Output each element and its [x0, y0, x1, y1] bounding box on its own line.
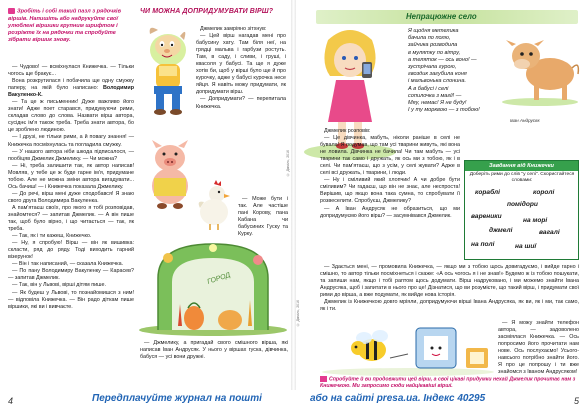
poem-line: А в бабусі і селі — [408, 85, 449, 92]
pig-character-icon — [142, 140, 198, 210]
left-page — [0, 0, 292, 390]
left-intro-text: Зробіть і собі такий пазл з рядочків віршів. Напишіть або надрукуйте свої улюблені віршики крупним шрифтом і розріжте їх на рядочки та спробуйте зібрати віршик знову. — [8, 8, 121, 44]
poem-line: Я щодня метелика — [408, 28, 459, 34]
page-number-right: 5 — [574, 396, 580, 406]
poem-line: Мяу, немає! Я не буду! — [408, 100, 467, 107]
paragraph: — Ні, треба залишити так, як автор написав! Мовляв, у тебе це ж буде гарне ім'я, придумане тобою. Але не можна зміни автора вигадувати... Ось бачиш! — і Книжечка показала Джмелику. — [8, 162, 134, 190]
right-column-1 — [320, 128, 460, 280]
bottom-note — [320, 376, 578, 390]
paragraph: — Здається мені, — промовила Книжечка, — якщо ми з тобою щось довигадуємо, і вийде гарно і смішно, то автор тільки посміхнеться і скаже: «А ось чогось я і не знав!» Будемо ж із тобою пошукати, та запиши нам, якщо і тобі раптом щось додумати. Вірш надруковано, і ми можемо знайти Івана Андрусяка, щоб і запитати в нього про це! Дізнатися, що ви розумієте, що такий вірш, і придумати свої рими до вірша, а вже подумати, як вийде нова історія. — [320, 264, 579, 299]
page-heading: Непрацюжне село — [406, 12, 477, 21]
paragraph: — Допридумати? — перепитала Книжечка. — [196, 96, 286, 110]
poem-signature: Іван Андрусяк — [510, 118, 540, 123]
spine-label-right: © Джміль, 2016 — [296, 300, 300, 327]
paragraph: — До речі, вірш мені дуже сподобався! Я знаю свого друга Володимира Вакуленка. — [8, 190, 134, 204]
poem-line: в мулятку по вітру, — [408, 49, 461, 56]
pen-icon-right — [320, 376, 327, 382]
pen-icon — [8, 8, 15, 14]
task-box — [464, 160, 579, 260]
poem — [408, 28, 500, 114]
rhyme-word-chip: на морі — [523, 217, 548, 224]
spine-label-left: © Джміль, 2016 — [286, 150, 290, 177]
paragraph: — Це дівчинка, мабуть, ніколи раніше в селі не бувала! Я подумав, що там усі тварини живуть, які вона не ловила. Дівчинка не бачила! Чи там мабуть — усі тварини так само і дружать, як ось ми з тобою, як і в селі. Чи пам'ятаєш, що з усім, у селі жувати? Адже в селі всі дружать, і тварини, і люди. — [320, 135, 460, 177]
paragraph: — По пану Володимиру Вакуленку — Карасев? — запитав Джмелик. — [8, 268, 134, 282]
paragraph: — Ну і сміливий який хлопчик! А чи добре бути сміливим? Чи гадаєш, що він не знає, але неспроста! Вирішив, що якщо вона така сумна, то спробувати її розвеселити. Спробуєш, Джмелику? — [320, 177, 460, 205]
chicken-illustration — [196, 180, 236, 230]
poem-line: гвоздик загубила коня — [408, 71, 467, 78]
author-name: Володимир Вакуленко-К. — [8, 85, 134, 99]
rhyme-word-chip: вареники — [471, 213, 502, 220]
paragraph: — А Іван Андрусяк не образиться, що ми допридумуємо його вірш? — засумнівався Джмелик. — [320, 205, 460, 219]
paragraph: — Я можу знайти телефон автора, — задоволено засміялася Книжечка. — Ось попросимо його прочитати нам нове. Ось послухаємо! Усього-навсього потрібно знайти його. Я про це попрошу і ти вже знайомся з Іваном Андрусяком! — [498, 320, 579, 376]
paragraph: Джмелик із Книжечкою довго мріяли, допридумуючи вірші Івана Андрусяка, як ви, як і ми, так само, як і ти. — [320, 299, 579, 313]
left-intro — [8, 8, 136, 45]
bottom-note-text: Спробуйте й ви продовжити цей вірш, а свої цікаві придумки нехай Джмелик прочитає нам з Книжечкою. Ми запросимо сюди найцікавіші вірші. — [320, 376, 576, 389]
footer-subscribe-left: Передплачуйте журнал на пошті — [92, 393, 262, 404]
poem-line: бачила по полю, — [408, 35, 451, 42]
bee-and-book-illustration — [320, 318, 496, 376]
poem-line: зустрічала гурою, — [408, 64, 457, 71]
paragraph: — Та це ж письменник! Дуже важливо його знати! Адже поет старався, придумуючи рими, складав слово до слова. Назвати вірш автора, сусіднє ім'я також треба. Треба знати автора, бо це зроблено людиною. — [8, 99, 134, 134]
paragraph: — Ну, я спробую! Вірш — він як вишивка: скласти, ряд до ряду. Тоді виходить гарний візерунок! — [8, 240, 134, 261]
poem-line: зайчика розводила — [408, 42, 458, 49]
paragraph: — Може бути і так. Але частіше пані Корову, пана Кабана чи бабусиних Гуску та Курку. — [238, 196, 288, 238]
rhyme-word-chip: кораблі — [475, 189, 500, 196]
pig-illustration — [140, 24, 196, 139]
footer-subscribe-right: або на сайті presa.ua. Індекс 40295 — [310, 393, 486, 404]
footer-band — [0, 392, 587, 416]
svg-text:ГОРОД: ГОРОД — [206, 271, 232, 286]
rhyme-word-chip: помідори — [507, 201, 538, 208]
calf-illustration — [500, 24, 582, 106]
rhyme-word-chip: джмелі — [489, 227, 513, 234]
paragraph: — Як будеш у Львові, то познайомишся з ним! — відповіла Книжечка. — Він радо діткам пише віршики, які ви і вивчаєте. — [8, 289, 134, 310]
section-heading — [140, 8, 288, 15]
spine-gutter — [291, 0, 296, 390]
poem-line: сопилочка з магії! — — [408, 92, 462, 99]
paragraph: — Він і так написаний, — сказала Книжечка. — [12, 261, 124, 268]
paragraph: Вона розкрутилася і побачила ще одну смужку паперу, на якій було написано: Володимир Вакуленко-К. — [8, 78, 134, 99]
poem-line: а теляток — ось воно! — — [408, 56, 477, 63]
right-column-narrow — [498, 320, 579, 376]
left-column-2-top — [196, 26, 286, 178]
paragraph: — Так, він у Львові, вірші дітям пише. — [12, 282, 106, 289]
left-column-2-bottom — [140, 340, 288, 386]
rhyme-word-chip: королі — [533, 189, 555, 196]
poem-line: і мальвонька слонина. — [408, 78, 467, 85]
paragraph: — І друзі, не тільки рими, а й повагу знання! — Книжечка посміхнулась та погладила смужку. — [8, 134, 134, 148]
paragraph: Джмелик замріяно зітхнув: — [200, 26, 267, 32]
paragraph: — У нашого автора ніби шкода підписалося, — пообіцяв Джмелик Джмелику. — Чи можна? — [8, 148, 134, 162]
paragraph: — Цей вірш нагадав мені про бабусину хату. Там біля неї, на грядці мальва і гарбузи ростуть. Там, в саду, і сливи, і груші, і квасоля у бабусі. Та ще я дуже хотів би, щоб у вірші було ще й про курочку, адже у бабусі курочка несе яйця. Я навіть можу придумати, як допридумати вірш. — [196, 33, 286, 96]
task-box-title: Завдання від Книжечки — [465, 161, 578, 171]
rhyme-word-chip: вагалі — [539, 229, 560, 236]
paragraph: — Чудово! — всміхнулася Книжечка. — Тільки чогось ще бракує... — [8, 64, 134, 78]
rhyme-word-chip: на полі — [471, 241, 495, 248]
left-column-1 — [8, 64, 134, 384]
garden-arch-illustration — [138, 238, 288, 336]
paragraph: Джмелик розповів: — [324, 128, 371, 134]
page-number-left: 4 — [8, 396, 14, 406]
section-heading-text: ЧИ МОЖНА ДОПРИДУМУВАТИ ВІРШ? — [140, 8, 274, 15]
paragraph: — Так, як і ти кажеш, Книжечко. — [12, 233, 92, 240]
rhyme-word-chip: на шиї — [515, 243, 537, 250]
paragraph: — Джмелику, а пригадай свого смішного вірша, які написав Іван Андрусяк. У нього у віршах гуска, дівчинка, бабуся — усі вони дружні. — [140, 340, 288, 361]
poem-line: І у ту морквою — з тобою! — [408, 107, 480, 114]
task-box-text: Доберіть рими до слів "у селі". Скористайтеся словами: — [469, 172, 575, 183]
paragraph: А пам'ятаєш своїх, про якого я тобі розповідав, знайомтеся? — запитав Джмелик. — А він пише так, щоб було вірно, і що читається — так, як треба. — [8, 204, 134, 233]
